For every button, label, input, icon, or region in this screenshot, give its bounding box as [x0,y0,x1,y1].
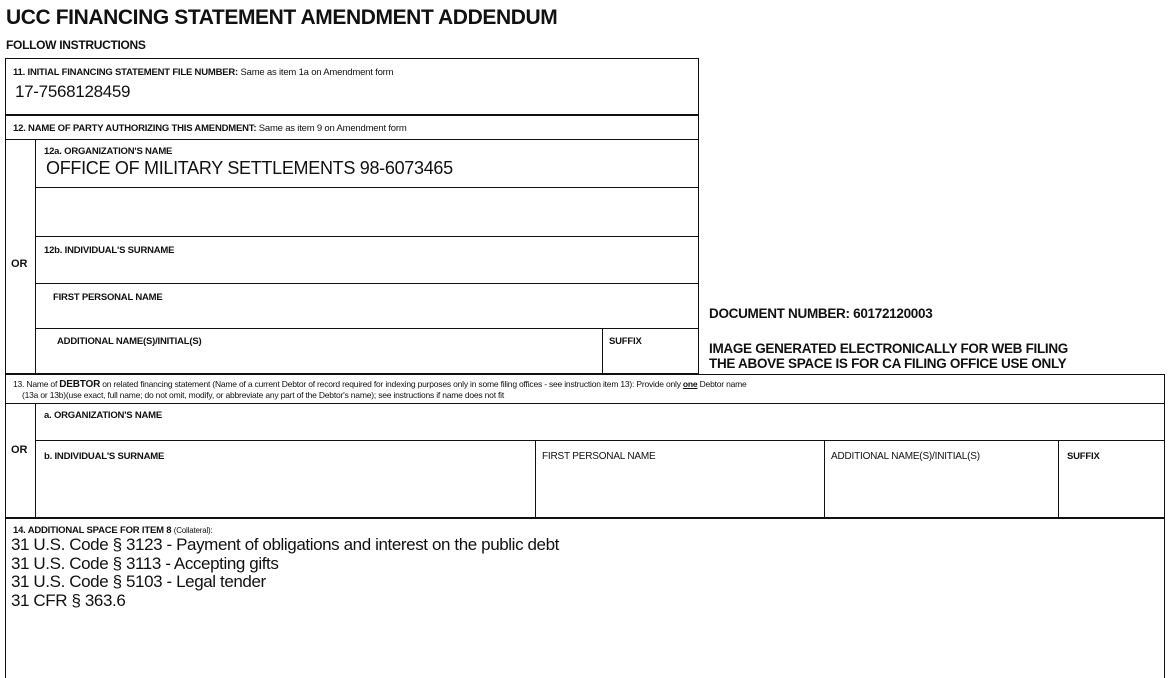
item13-suffix-divider [1058,440,1059,518]
item13-text-e: Debtor name [697,379,747,389]
collateral-line: 31 U.S. Code § 3123 - Payment of obligations and interest on the public debt [11,535,559,554]
item14-label-note: (Collateral): [173,526,213,535]
item13-first-name-divider [535,440,536,518]
item13-or-label: OR [11,444,28,456]
item11-label-text: 11. INITIAL FINANCING STATEMENT FILE NUMBER: [13,67,239,78]
item13-additional-name-divider [824,440,825,518]
form-title: UCC FINANCING STATEMENT AMENDMENT ADDENDUM [6,6,558,29]
item12a-label: 12a. ORGANIZATION'S NAME [44,146,173,157]
item13-or-divider [35,403,36,518]
item13a-divider [35,440,1165,441]
collateral-line: 31 U.S. Code § 5103 - Legal tender [11,572,266,591]
collateral-text-area[interactable] [11,536,559,610]
item12-or-label: OR [11,258,28,270]
item11-note: Same as item 1a on Amendment form [240,67,394,78]
suffix-divider [602,328,603,374]
item12b-label: 12b. INDIVIDUAL'S SURNAME [44,245,175,256]
item12a-divider [35,187,699,188]
item13-text-a: 13. Name of [13,379,60,389]
item12-first-name-label: FIRST PERSONAL NAME [53,292,163,303]
item13-debtor-word: DEBTOR [59,379,101,390]
item13-first-name-label: FIRST PERSONAL NAME [542,451,656,462]
first-name-divider [35,283,699,284]
item12-label-text: 12. NAME OF PARTY AUTHORIZING THIS AMENDMENT: [13,123,257,134]
item12-header-divider [5,139,699,140]
item14-label-text: 14. ADDITIONAL SPACE FOR ITEM 8 [13,525,172,536]
collateral-line: 31 CFR § 363.6 [11,590,126,610]
image-notice-line1: IMAGE GENERATED ELECTRONICALLY FOR WEB FILING [709,341,1069,356]
item13-header-divider [5,403,1165,404]
item13-suffix-label: SUFFIX [1067,451,1100,462]
item13b-label: b. INDIVIDUAL'S SURNAME [44,451,165,462]
item13-instructions-line2: (13a or 13b)(use exact, full name; do not omit, modify, or abbreviate any part of the Debtor's name); see instructions if name does not fit [22,390,505,400]
document-number: DOCUMENT NUMBER: 60172120003 [709,306,933,321]
item12-note: Same as item 9 on Amendment form [258,123,407,134]
item12-or-divider [35,139,36,374]
item13-text-c: on related financing statement (Name of a current Debtor of record required for indexing purposes only in some filing offices - see instruction item 13): Provide only [100,379,683,389]
file-number-field[interactable]: 17-7568128459 [15,82,131,101]
follow-instructions: FOLLOW INSTRUCTIONS [6,38,146,52]
item12-additional-name-label: ADDITIONAL NAME(S)/INITIAL(S) [57,336,202,347]
item13a-label: a. ORGANIZATION'S NAME [44,410,163,421]
item12-suffix-label: SUFFIX [609,336,642,347]
item13-instructions-line1 [13,379,747,390]
item12-label [13,123,407,134]
item11-label [13,67,393,78]
organization-name-field[interactable]: OFFICE OF MILITARY SETTLEMENTS 98-6073465 [46,158,453,178]
collateral-line: 31 U.S. Code § 3113 - Accepting gifts [11,553,279,573]
item12b-divider [35,236,699,237]
additional-name-divider [35,328,699,329]
image-notice-line2: THE ABOVE SPACE IS FOR CA FILING OFFICE USE ONLY [709,356,1067,371]
item13-additional-name-label: ADDITIONAL NAME(S)/INITIAL(S) [831,451,980,462]
item13-one-word: one [682,379,698,389]
